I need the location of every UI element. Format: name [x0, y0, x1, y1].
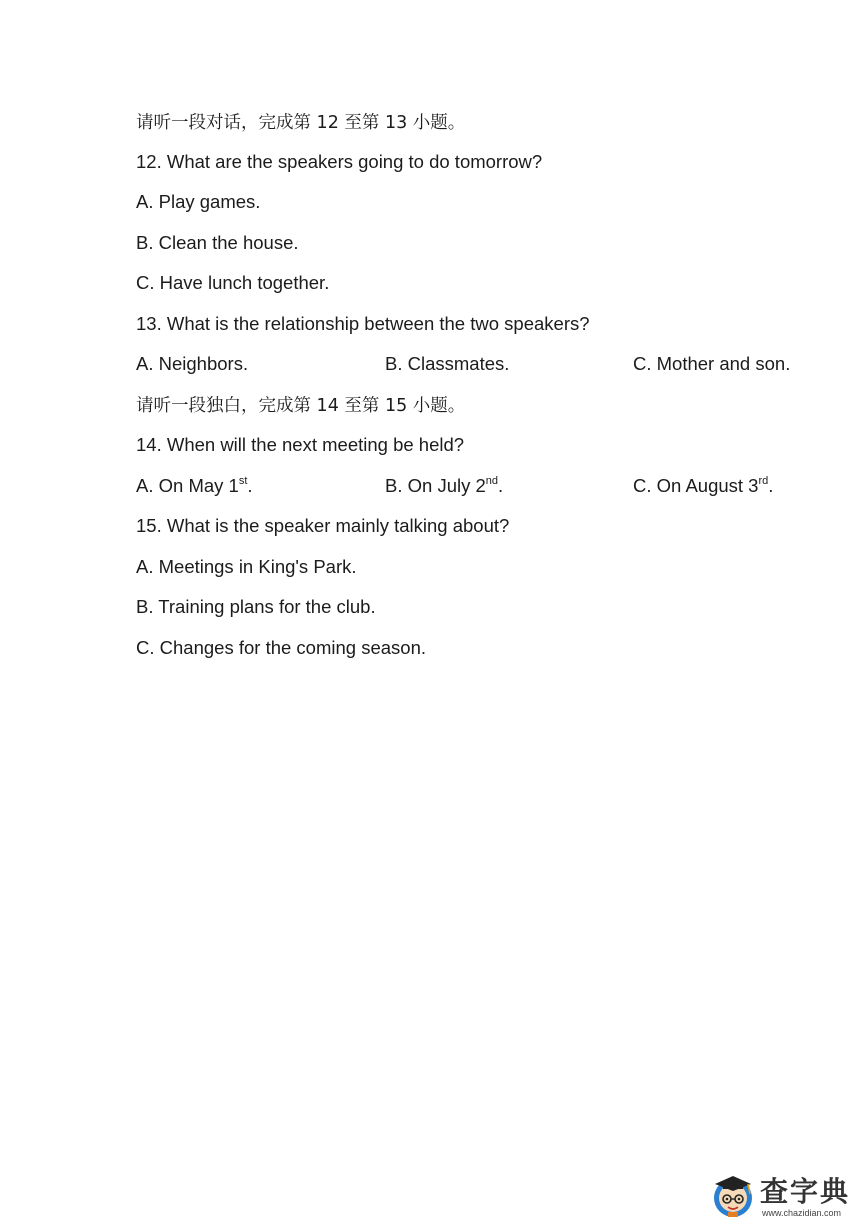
q13-option-c: C. Mother and son. [633, 353, 791, 374]
q13-option-a: A. Neighbors. [136, 353, 249, 374]
question-13: 13. What is the relationship between the two speakers? [136, 313, 590, 334]
section-heading-dialogue: 请听一段对话，完成第 12 至第 13 小题。 [136, 113, 466, 133]
q14-option-a: A. On May 1st. [136, 474, 253, 496]
mascot-icon [710, 1172, 756, 1218]
q14-option-b: B. On July 2nd. [385, 474, 504, 496]
q15-option-c: C. Changes for the coming season. [136, 637, 426, 658]
section-heading-monologue: 请听一段独白，完成第 14 至第 15 小题。 [136, 396, 466, 416]
watermark-url: www.chazidian.com [762, 1208, 842, 1218]
q14-option-c: C. On August 3rd. [633, 474, 774, 496]
q15-option-b: B. Training plans for the club. [136, 596, 376, 617]
q12-option-a: A. Play games. [136, 191, 261, 212]
question-15: 15. What is the speaker mainly talking about? [136, 515, 510, 536]
q13-option-b: B. Classmates. [385, 353, 510, 374]
q15-option-a: A. Meetings in King's Park. [136, 556, 357, 577]
question-12: 12. What are the speakers going to do tomorrow? [136, 151, 543, 172]
q12-option-b: B. Clean the house. [136, 232, 299, 253]
question-14: 14. When will the next meeting be held? [136, 434, 465, 455]
q12-option-c: C. Have lunch together. [136, 272, 330, 293]
watermark-logo [708, 1168, 864, 1224]
watermark-title: 查字典 [760, 1175, 851, 1208]
